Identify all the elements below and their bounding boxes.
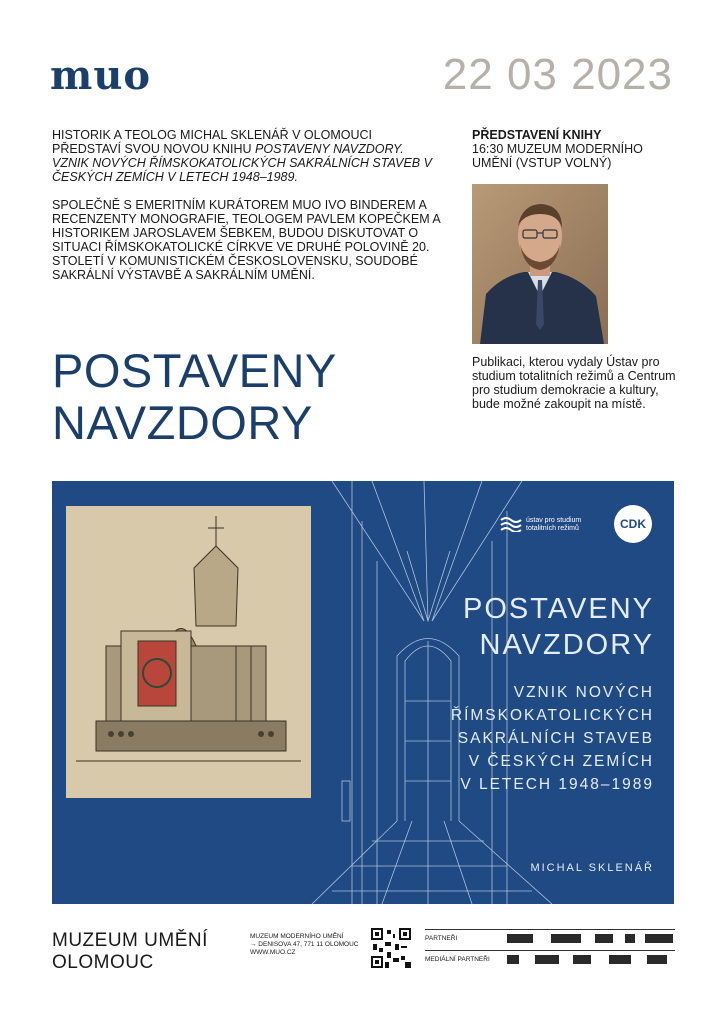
muo-logo: muo	[50, 52, 152, 99]
cover-subtitle-line: V LETECH 1948–1989	[460, 776, 654, 793]
cover-subtitle	[451, 681, 654, 796]
footer-museum-name	[52, 930, 208, 974]
partners-label: PARTNEŘI	[425, 935, 458, 942]
cover-title-line-2: NAVZDORY	[479, 629, 654, 661]
address-line-1: MUZEUM MODERNÍHO UMĚNÍ	[250, 933, 344, 940]
publication-caption: Publikaci, kterou vydaly Ústav pro studium totalitních režimů a Centrum pro studium demokracie a kultury, bude možné zakoupit na místě.	[472, 355, 676, 411]
page-title	[52, 345, 337, 449]
intro-book-subtitle: VZNIK NOVÝCH ŘÍMSKOKATOLICKÝCH SAKRÁLNÍCH STAVEB V ČESKÝCH ZEMÍCH V LETECH 1948–1989.	[52, 156, 432, 184]
media-partner-logo	[507, 955, 519, 964]
cdk-logo: CDK	[614, 505, 652, 543]
media-partners-row	[425, 950, 675, 968]
book-cover	[52, 481, 674, 904]
title-line-2: NAVZDORY	[52, 396, 313, 449]
intro-line-1: HISTORIK A TEOLOG MICHAL SKLENÁŘ V OLOMOUCI	[52, 128, 372, 142]
cover-subtitle-line: ŘÍMSKOKATOLICKÝCH	[450, 707, 654, 724]
partner-logo	[507, 934, 533, 943]
qr-code[interactable]	[371, 928, 411, 968]
partner-logo	[551, 934, 581, 943]
cover-subtitle-line: V ČESKÝCH ZEMÍCH	[468, 753, 654, 770]
footer-name-line-1: MUZEUM UMĚNÍ	[52, 930, 208, 951]
media-partner-logo	[535, 955, 559, 964]
event-details: 16:30 MUZEUM MODERNÍHO UMĚNÍ (VSTUP VOLNÝ)	[472, 142, 643, 170]
author-portrait	[472, 184, 608, 344]
church-sketch	[66, 506, 311, 798]
ustr-logo	[500, 514, 600, 536]
intro-paragraph-2: SPOLEČNĚ S EMERITNÍM KURÁTOREM MUO IVO BINDEREM A RECENZENTY MONOGRAFIE, TEOLOGEM PAVLEM KOPEČKEM A HISTORIKEM JAROSLAVEM ŠEBKEM, BUDOU DISKUTOVAT O SITUACI ŘÍMSKOKATOLICKÉ CÍRKVE VE DRUHÉ POLOVINĚ 20. STOLETÍ V KOMUNISTICKÉM ČESKOSLOVENSKU, SOUDOBÉ SAKRÁLNÍ VÝSTAVBĚ A SAKRÁLNÍM UMĚNÍ.	[52, 198, 441, 282]
address-line-2: → DENISOVA 47, 771 11 OLOMOUC	[250, 941, 359, 948]
cover-title-line-1: POSTAVENY	[463, 593, 654, 625]
partner-logo	[645, 934, 673, 943]
ustr-wave-icon	[500, 516, 522, 532]
media-partner-logo	[647, 955, 667, 964]
footer-address	[250, 933, 365, 957]
intro-book-title: POSTAVENY NAVZDORY.	[255, 142, 404, 156]
event-date: 22 03 2023	[442, 50, 673, 99]
cover-subtitle-line: VZNIK NOVÝCH	[513, 684, 654, 701]
partner-logo	[595, 934, 613, 943]
event-heading: PŘEDSTAVENÍ KNIHY	[472, 128, 602, 142]
event-info	[472, 128, 682, 170]
cover-author: MICHAL SKLENÁŘ	[530, 862, 654, 874]
partners-row	[425, 929, 675, 947]
title-line-1: POSTAVENY	[52, 344, 337, 397]
partner-logo	[625, 934, 635, 943]
cover-subtitle-line: SAKRÁLNÍCH STAVEB	[457, 730, 654, 747]
intro-line-2: PŘEDSTAVÍ SVOU NOVOU KNIHU	[52, 142, 256, 156]
ustr-logo-text: ústav pro studium totalitních režimů	[526, 517, 582, 532]
footer-name-line-2: OLOMOUC	[52, 952, 154, 973]
media-partner-logo	[573, 955, 591, 964]
website-link[interactable]: WWW.MUO.CZ	[250, 949, 296, 956]
intro-text	[52, 128, 462, 282]
media-partner-logo	[609, 955, 631, 964]
media-partners-label: MEDIÁLNÍ PARTNEŘI	[425, 956, 490, 963]
cover-title	[463, 591, 654, 663]
intro-paragraph-1	[52, 128, 462, 184]
